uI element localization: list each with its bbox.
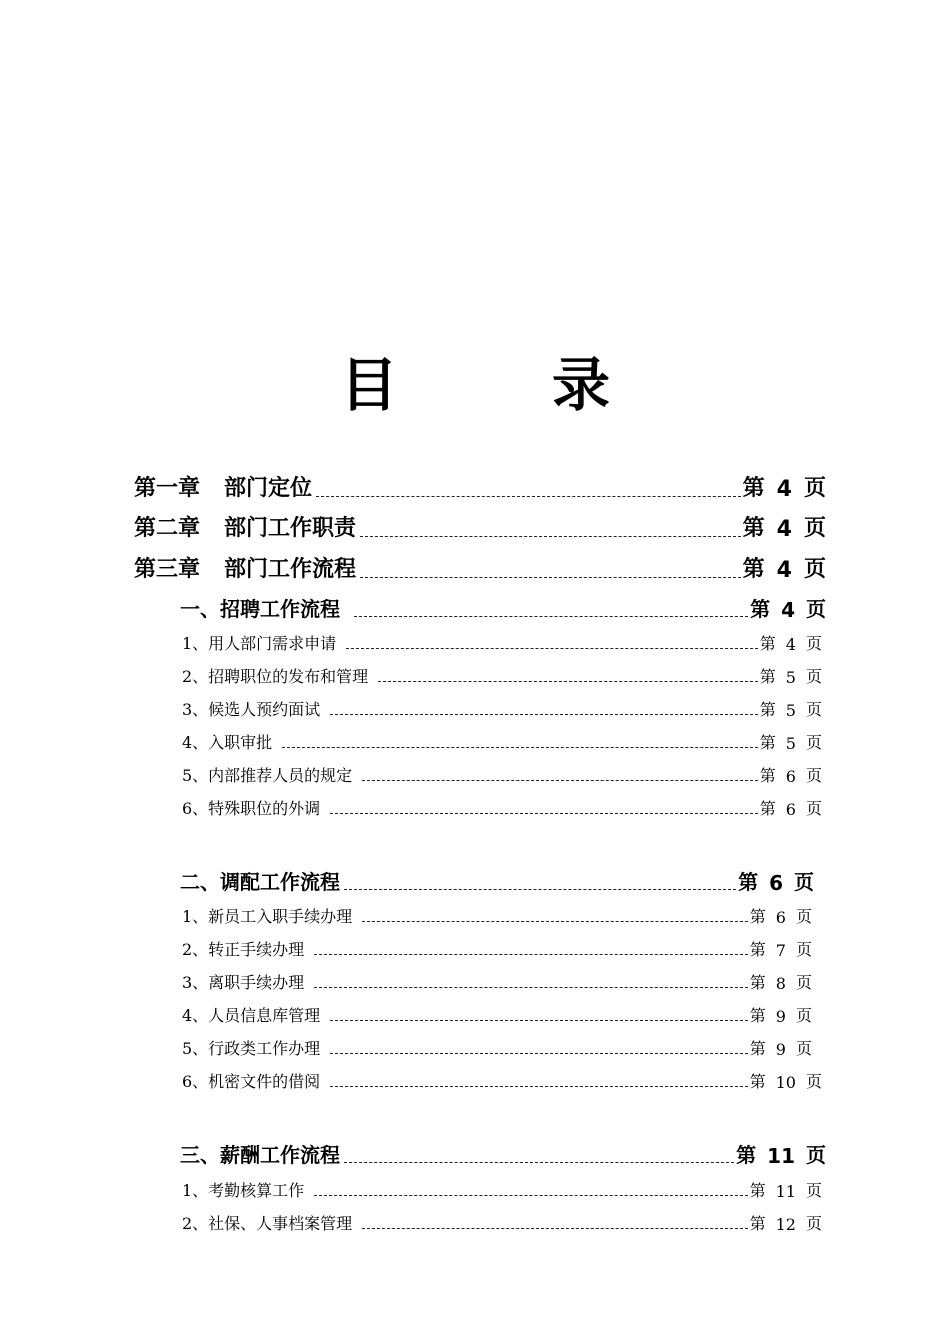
item-label: 1、新员工入职手续办理: [182, 907, 353, 926]
toc-item[interactable]: [182, 936, 812, 960]
item-label: 4、人员信息库管理: [182, 1006, 321, 1025]
page-ref: 第 4 页: [750, 597, 826, 622]
page-number: 4: [785, 635, 796, 654]
page-number: 9: [775, 1007, 786, 1026]
toc-item[interactable]: [182, 1177, 822, 1201]
dot-leader: [362, 779, 758, 781]
item-label: 1、考勤核算工作: [182, 1181, 305, 1200]
dot-leader: [282, 746, 758, 748]
section-title: 二、调配工作流程: [180, 870, 340, 894]
dot-leader: [354, 615, 748, 617]
dot-leader: [344, 1161, 734, 1163]
page-number: 6: [785, 800, 796, 819]
dot-leader: [314, 1194, 747, 1196]
toc-section-1[interactable]: [180, 592, 826, 622]
section-title: 三、薪酬工作流程: [180, 1143, 340, 1167]
item-label: 4、入职审批: [182, 733, 273, 752]
page-number: 11: [767, 1144, 795, 1168]
page-ref: 第 9 页: [749, 1006, 812, 1026]
toc-item[interactable]: [182, 1035, 812, 1059]
page-ref: 第 7 页: [749, 940, 812, 960]
toc-section-3[interactable]: [180, 1138, 826, 1168]
toc-item[interactable]: [182, 903, 812, 927]
chapter-number: 第一章: [134, 476, 201, 501]
item-label: 2、转正手续办理: [182, 940, 305, 959]
item-label: 5、行政类工作办理: [182, 1039, 321, 1058]
toc-item[interactable]: [182, 630, 822, 654]
chapter-name: 部门工作流程: [224, 557, 357, 582]
page-title: 目 录: [339, 351, 658, 419]
dot-leader: [316, 495, 741, 497]
toc-item[interactable]: [182, 729, 822, 753]
page-ref: 第 5 页: [759, 700, 822, 720]
page-number: 4: [776, 477, 792, 502]
page-number: 7: [775, 941, 786, 960]
toc-item[interactable]: [182, 1068, 822, 1092]
dot-leader: [362, 1227, 747, 1229]
dot-leader: [330, 1085, 747, 1087]
page-ref: 第 10 页: [749, 1072, 822, 1092]
dot-leader: [362, 920, 748, 922]
toc-item[interactable]: [182, 762, 822, 786]
dot-leader: [344, 888, 736, 890]
page-number: 6: [775, 908, 786, 927]
page-ref: 第 5 页: [759, 667, 822, 687]
page-number: 6: [769, 871, 783, 895]
toc-item[interactable]: [182, 795, 822, 819]
page-ref: 第 11 页: [736, 1143, 826, 1168]
page-ref: 第 4 页: [742, 476, 826, 502]
chapter-number: 第二章: [134, 516, 201, 541]
dot-leader: [378, 680, 758, 682]
page-number: 10: [775, 1073, 796, 1092]
item-label: 6、特殊职位的外调: [182, 799, 321, 818]
page-ref: 第 4 页: [742, 516, 826, 542]
dot-leader: [330, 713, 758, 715]
item-label: 6、机密文件的借阅: [182, 1072, 321, 1091]
page-number: 4: [781, 598, 795, 622]
page-ref: 第 6 页: [738, 870, 814, 895]
page-ref: 第 8 页: [749, 973, 812, 993]
item-label: 5、内部推荐人员的规定: [182, 766, 353, 785]
page-ref: 第 6 页: [759, 766, 822, 786]
page-ref: 第 6 页: [749, 907, 812, 927]
page-number: 5: [785, 668, 796, 687]
toc-item[interactable]: [182, 1210, 822, 1234]
dot-leader: [314, 953, 748, 955]
dot-leader: [330, 1019, 748, 1021]
page-number: 8: [775, 974, 786, 993]
page-number: 6: [785, 767, 796, 786]
page-ref: 第 12 页: [749, 1214, 822, 1234]
dot-leader: [330, 812, 758, 814]
page-ref: 第 6 页: [759, 799, 822, 819]
dot-leader: [346, 647, 758, 649]
item-label: 2、招聘职位的发布和管理: [182, 667, 369, 686]
page-number: 12: [775, 1215, 796, 1234]
item-label: 1、用人部门需求申请: [182, 634, 337, 653]
item-label: 3、候选人预约面试: [182, 700, 321, 719]
page-number: 4: [776, 558, 792, 583]
page-ref: 第 5 页: [759, 733, 822, 753]
toc-chapter-1[interactable]: [134, 470, 826, 502]
item-label: 3、离职手续办理: [182, 973, 305, 992]
page-number: 11: [775, 1182, 796, 1201]
section-title: 一、招聘工作流程: [180, 597, 340, 621]
page-number: 5: [785, 701, 796, 720]
page-number: 9: [775, 1040, 786, 1059]
page-ref: 第 4 页: [742, 557, 826, 583]
toc-chapter-3[interactable]: [134, 551, 826, 583]
toc-item[interactable]: [182, 969, 812, 993]
chapter-name: 部门定位: [224, 476, 313, 501]
dot-leader: [314, 986, 748, 988]
item-label: 2、社保、人事档案管理: [182, 1214, 353, 1233]
dot-leader: [360, 535, 741, 537]
toc-item[interactable]: [182, 1002, 812, 1026]
chapter-name: 部门工作职责: [224, 516, 357, 541]
toc-chapter-2[interactable]: [134, 510, 826, 542]
toc-item[interactable]: [182, 696, 822, 720]
dot-leader: [360, 576, 741, 578]
page-number: 4: [776, 517, 792, 542]
page-number: 5: [785, 734, 796, 753]
toc-item[interactable]: [182, 663, 822, 687]
page-ref: 第 11 页: [749, 1181, 822, 1201]
dot-leader: [330, 1052, 748, 1054]
page-ref: 第 9 页: [749, 1039, 812, 1059]
toc-section-2[interactable]: [180, 865, 814, 895]
chapter-number: 第三章: [134, 557, 201, 582]
page-ref: 第 4 页: [759, 634, 822, 654]
